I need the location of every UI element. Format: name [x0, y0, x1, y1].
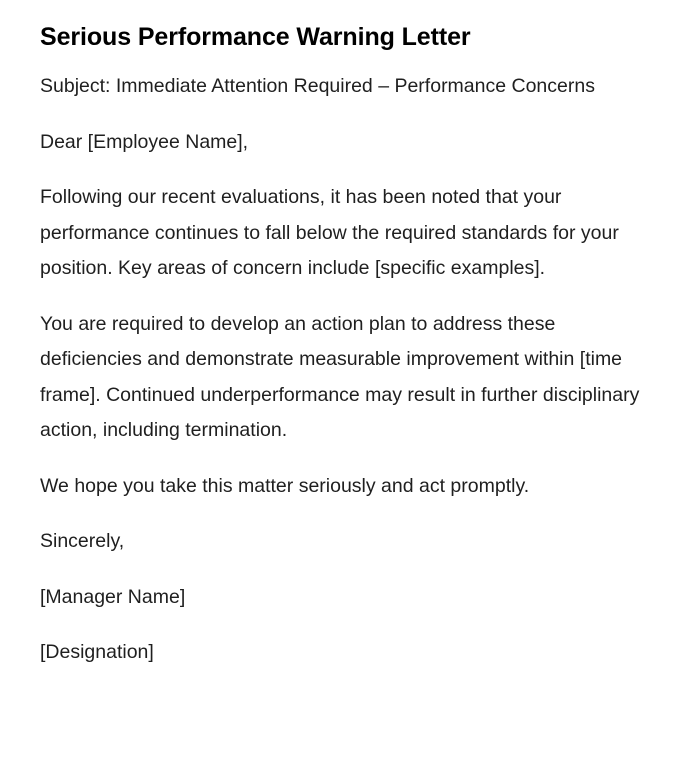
salutation-line: Dear [Employee Name], [40, 130, 249, 153]
body-paragraph-1: Following our recent evaluations, it has been noted that your performance continues to fall below the required standards for your position. Key areas of concern include [specific examples]. [40, 186, 619, 280]
signature-name: [Manager Name] [40, 585, 186, 608]
signature-designation: [Designation] [40, 641, 154, 664]
body-paragraph-3: We hope you take this matter seriously and act promptly. [40, 474, 530, 497]
closing-line: Sincerely, [40, 530, 125, 553]
body-paragraph-2: You are required to develop an action plan to address these deficiencies and demonstrate measurable improvement within [time frame]. Continued underperformance may result in further disciplinary action, including termination. [40, 312, 640, 442]
page-title: Serious Performance Warning Letter [40, 23, 471, 51]
subject-line: Subject: Immediate Attention Required – Performance Concerns [40, 75, 595, 98]
